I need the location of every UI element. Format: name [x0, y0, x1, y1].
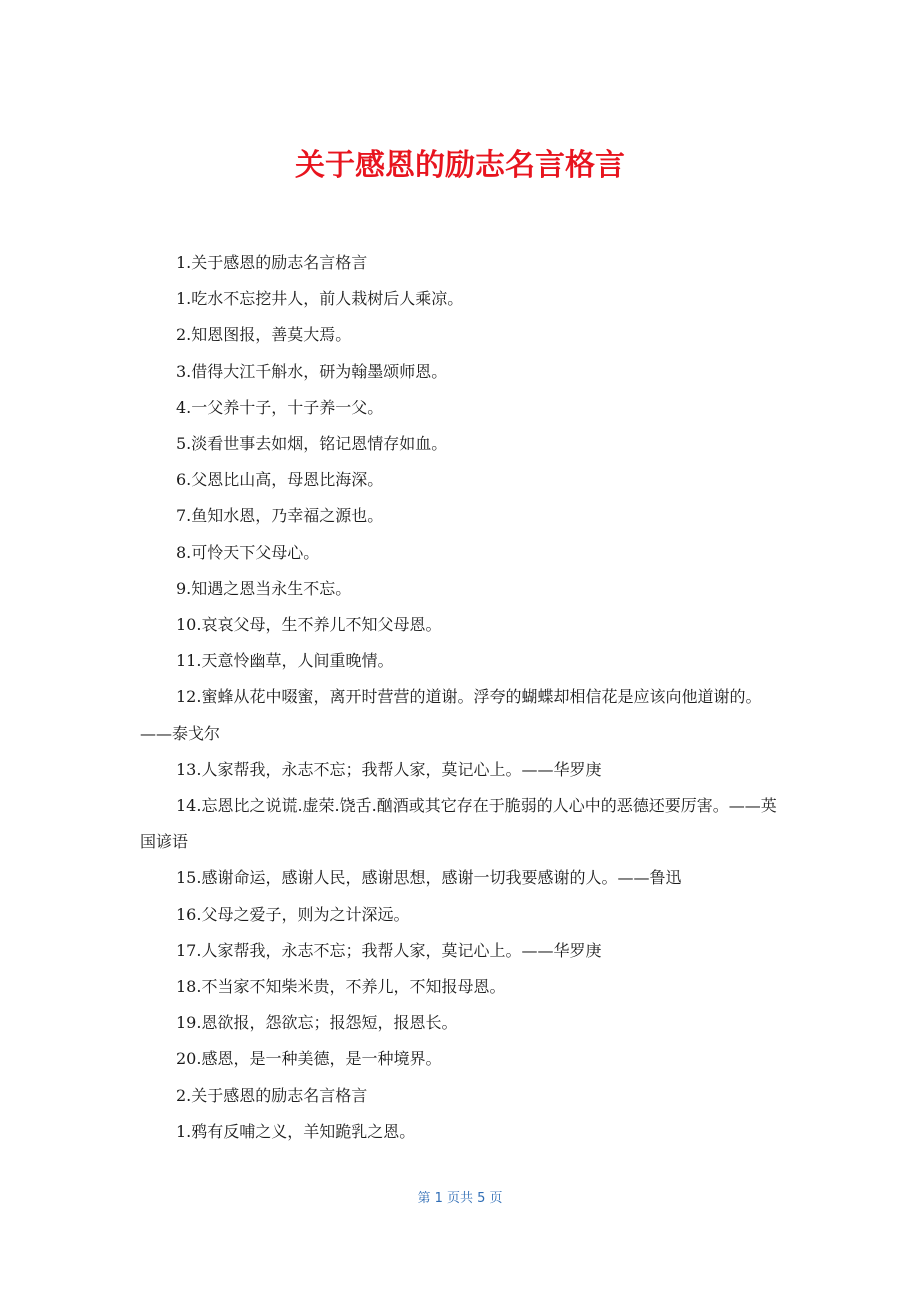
paragraph: 14.忘恩比之说谎.虚荣.饶舌.酗酒或其它存在于脆弱的人心中的恶德还要厉害。——英国谚语	[140, 796, 777, 852]
paragraph: 13.人家帮我，永志不忘；我帮人家，莫记心上。——华罗庚	[176, 759, 602, 779]
paragraph: 7.鱼知水恩，乃幸福之源也。	[176, 506, 384, 526]
paragraph: 18.不当家不知柴米贵，不养儿，不知报母恩。	[176, 977, 506, 997]
paragraph: 2.关于感恩的励志名言格言	[176, 1085, 368, 1105]
document-body	[140, 245, 782, 1150]
paragraph: 9.知遇之恩当永生不忘。	[176, 578, 352, 598]
paragraph: 6.父恩比山高，母恩比海深。	[176, 470, 384, 490]
paragraph: 15.感谢命运，感谢人民，感谢思想，感谢一切我要感谢的人。——鲁迅	[176, 868, 682, 888]
paragraph: 17.人家帮我，永志不忘；我帮人家，莫记心上。——华罗庚	[176, 940, 602, 960]
paragraph: 5.淡看世事去如烟，铭记恩情存如血。	[176, 434, 448, 454]
paragraph: 20.感恩，是一种美德，是一种境界。	[176, 1049, 442, 1069]
paragraph: 3.借得大江千斛水，研为翰墨颂师恩。	[176, 361, 448, 381]
paragraph: 1.关于感恩的励志名言格言	[176, 253, 368, 272]
document-title: 关于感恩的励志名言格言	[295, 148, 625, 183]
paragraph: 8.可怜天下父母心。	[176, 542, 320, 562]
paragraph: 16.父母之爱子，则为之计深远。	[176, 904, 410, 924]
page-footer: 第 1 页共 5 页	[417, 1191, 503, 1206]
paragraph: 1.鸦有反哺之义，羊知跪乳之恩。	[176, 1121, 416, 1141]
paragraph: 4.一父养十子，十子养一父。	[176, 397, 384, 417]
paragraph: 10.哀哀父母，生不养儿不知父母恩。	[176, 615, 442, 635]
paragraph: 12.蜜蜂从花中啜蜜，离开时营营的道谢。浮夸的蝴蝶却相信花是应该向他道谢的。——泰戈尔	[140, 687, 762, 743]
paragraph: 19.恩欲报，怨欲忘；报怨短，报恩长。	[176, 1013, 458, 1033]
paragraph: 2.知恩图报，善莫大焉。	[176, 325, 352, 345]
paragraph: 1.吃水不忘挖井人，前人栽树后人乘凉。	[176, 289, 464, 309]
paragraph: 11.天意怜幽草，人间重晚情。	[176, 651, 394, 671]
